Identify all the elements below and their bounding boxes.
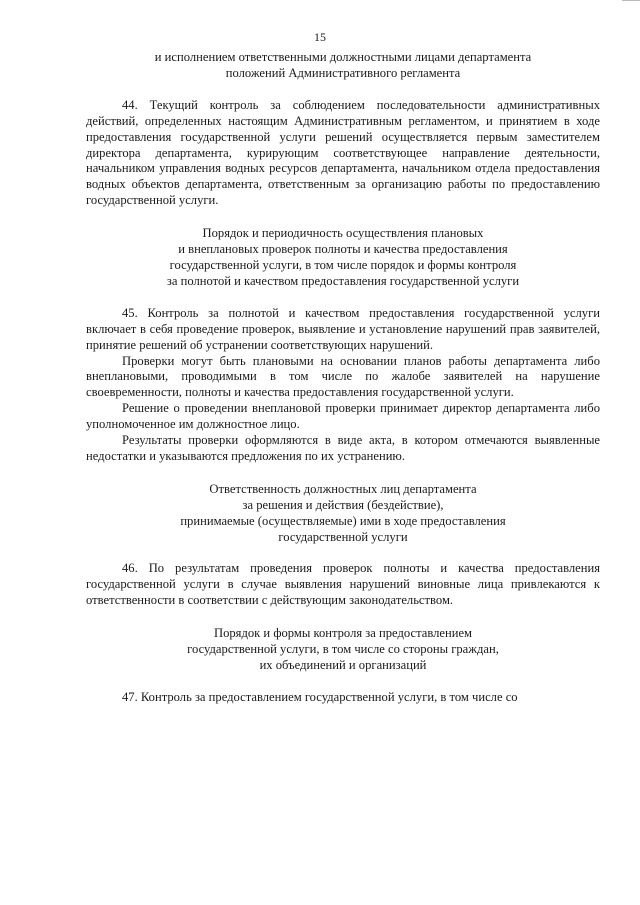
heading-line: Порядок и формы контроля за предоставлением — [213, 626, 473, 641]
heading-line: и внеплановых проверок полноты и качества предоставления — [178, 242, 508, 257]
heading-line: и исполнением ответственными должностными лицами департамента — [154, 50, 532, 64]
section-heading — [86, 626, 600, 674]
heading-line: их объединений и организаций — [259, 658, 427, 672]
section-heading — [86, 50, 600, 82]
section-heading — [86, 226, 600, 290]
heading-line: Ответственность должностных лиц департамента — [209, 481, 477, 496]
paragraph: 44. Текущий контроль за соблюдением последовательности административных действий, определенных настоящим Административным регламентом, и принятием в ходе предоставления государственной услуги решений осуществляется первым заместителем директора департамента, курирующим соответствующее направление деятельности, начальником управления водных ресурсов департамента, начальником отдела предоставления водных объектов департамента, ответственным за организацию работы по предоставлению государственной услуги. — [86, 97, 600, 208]
heading-line: положений Административного регламента — [225, 65, 461, 80]
paragraph: Результаты проверки оформляются в виде акта, в котором отмечаются выявленные недостатки и указываются предложения по их устранению. — [86, 433, 600, 463]
paragraph: 46. По результатам проведения проверок полноты и качества предоставления государственной услуги в случае выявления нарушений виновные лица привлекаются к ответственности в соответствии с действующим законодательством. — [86, 561, 600, 608]
paragraph: 45. Контроль за полнотой и качеством предоставления государственной услуги включает в себя проведение проверок, выявление и установление нарушений прав заявителей, принятие решений об устранении соответствующих нарушений. — [86, 305, 600, 352]
heading-line: государственной услуги, в том числе порядок и формы контроля — [169, 257, 517, 272]
paragraph: 47. Контроль за предоставлением государственной услуги, в том числе со — [122, 689, 518, 704]
paragraph: Проверки могут быть плановыми на основании планов работы департамента либо внеплановыми, проводимыми в том числе по жалобе заявителей на нарушение своевременности, полноты и качества предоставления государственной услуги. — [86, 353, 600, 400]
heading-line: государственной услуги — [278, 529, 408, 544]
heading-line: за полнотой и качеством предоставления государственной услуги — [166, 273, 520, 288]
heading-line: за решения и действия (бездействие), — [242, 497, 444, 512]
section-heading — [86, 482, 600, 546]
paragraph: Решение о проведении внеплановой проверки принимает директор департамента либо уполномоченное им должностное лицо. — [86, 401, 600, 432]
heading-line: принимаемые (осуществляемые) ими в ходе предоставления — [180, 513, 506, 528]
document-body — [86, 50, 600, 706]
heading-line: государственной услуги, в том числе со стороны граждан, — [187, 642, 499, 657]
page-number: 15 — [314, 30, 326, 44]
heading-line: Порядок и периодичность осуществления плановых — [202, 226, 484, 241]
page-corner-mark — [622, 0, 640, 4]
